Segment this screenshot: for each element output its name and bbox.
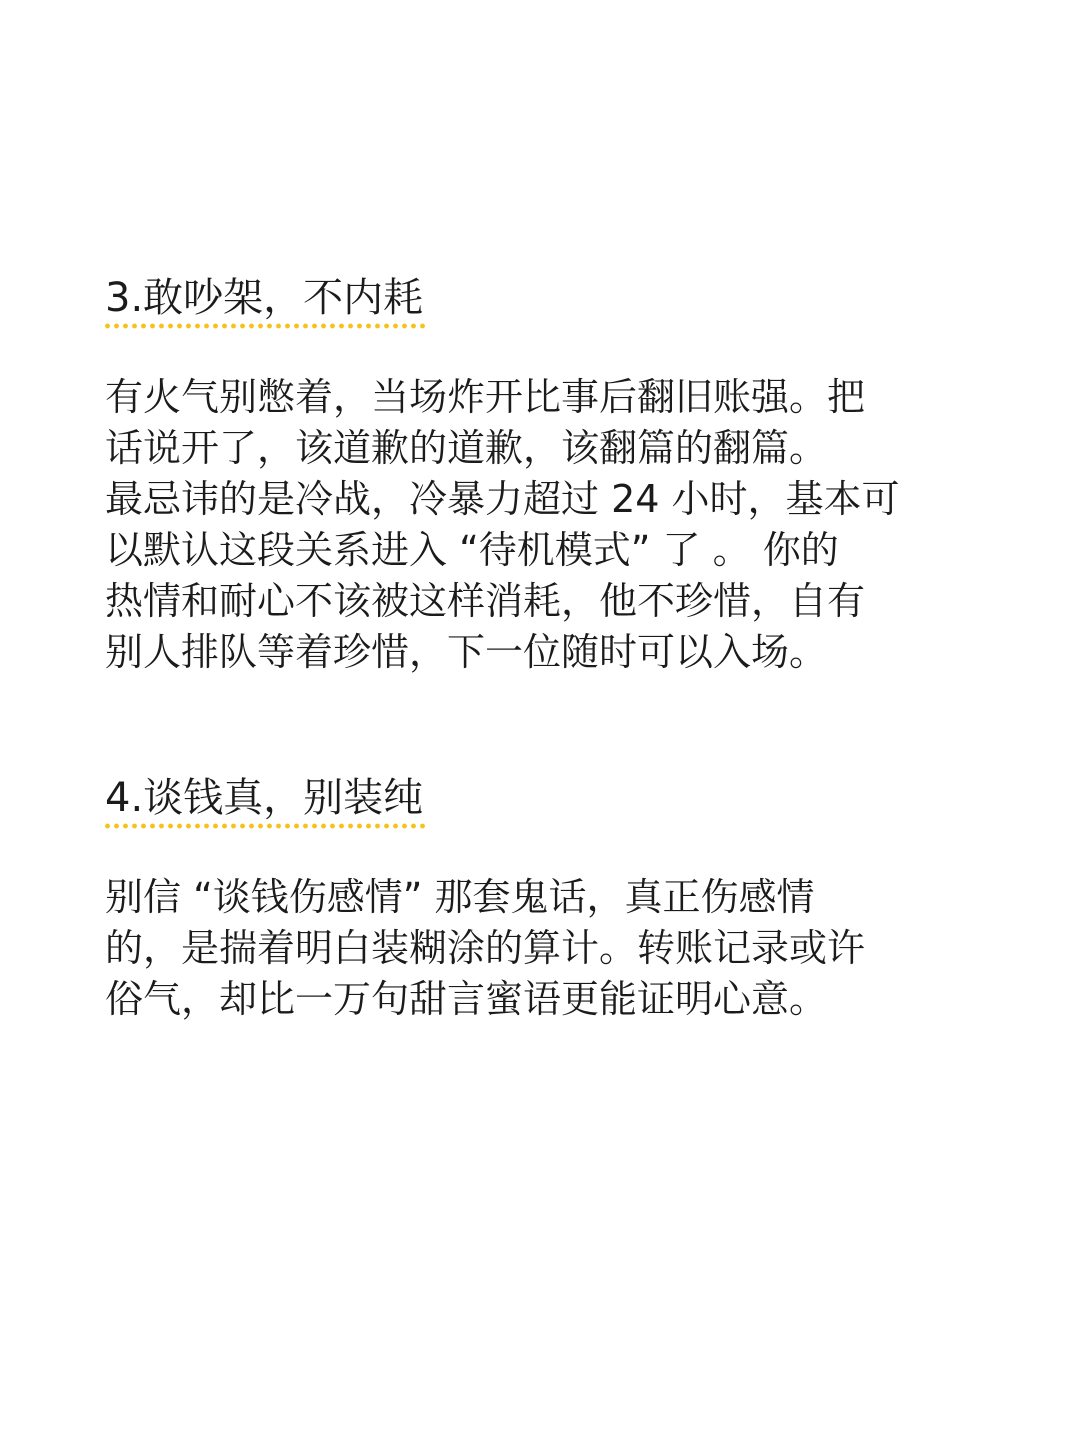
paragraph-line: 有火气别憋着，当场炸开比事后翻旧账强。把 <box>105 375 866 419</box>
heading-dotted-underline <box>103 823 425 829</box>
section-4-header <box>105 774 985 822</box>
section-4-paragraph <box>105 872 985 1025</box>
paragraph-line: 的，是揣着明白装糊涂的算计。转账记录或许 <box>105 926 866 970</box>
section-3-heading-wrap <box>105 274 423 322</box>
paragraph-line: 热情和耐心不该被这样消耗，他不珍惜，自有 <box>105 579 866 623</box>
section-3-paragraph <box>105 372 985 678</box>
section-4-heading: 4.谈钱真，别装纯 <box>105 775 424 821</box>
heading-dotted-underline <box>103 323 425 329</box>
section-3-header <box>105 274 985 322</box>
section-4-heading-wrap <box>105 774 423 822</box>
paragraph-line: 以默认这段关系进入 “待机模式” 了 。 你的 <box>105 528 839 572</box>
paragraph-line: 俗气，却比一万句甜言蜜语更能证明心意。 <box>105 977 828 1021</box>
paragraph-line: 话说开了，该道歉的道歉，该翻篇的翻篇。 <box>105 426 828 470</box>
paragraph-line: 别信 “谈钱伤感情” 那套鬼话，真正伤感情 <box>105 875 815 919</box>
paragraph-line: 最忌讳的是冷战，冷暴力超过 24 小时，基本可 <box>105 477 900 521</box>
section-3-heading: 3.敢吵架，不内耗 <box>105 275 424 321</box>
paragraph-line: 别人排队等着珍惜，下一位随时可以入场。 <box>105 630 828 674</box>
